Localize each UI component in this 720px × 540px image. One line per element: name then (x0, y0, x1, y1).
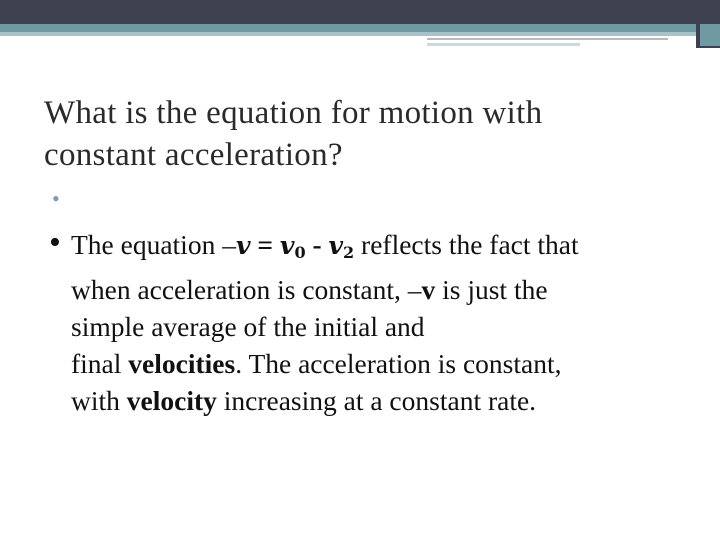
text-run: increasing at a constant rate. (216, 385, 537, 416)
slide-title-line-2: constant acceleration? (44, 137, 343, 173)
bold-term-velocities: velocities (128, 348, 236, 379)
body-line-5 (71, 382, 681, 419)
bullet-text (71, 226, 681, 419)
slide-title-line-1: What is the equation for motion with (44, 95, 543, 131)
bold-v: v (421, 274, 436, 305)
math-v2 (329, 231, 355, 260)
header-bar-teal-light (0, 32, 720, 36)
header-accent-line (427, 38, 668, 40)
math-v-bar (236, 231, 251, 260)
text-run: when acceleration is constant, – (71, 274, 422, 305)
text-run: with (71, 385, 127, 416)
math-symbol: v (279, 231, 295, 260)
body-line-2 (71, 271, 681, 308)
math-symbol: v (235, 231, 251, 260)
bold-term-velocity: velocity (126, 385, 217, 416)
text-run: final (71, 348, 129, 379)
math-symbol: v (328, 231, 344, 260)
text-run: . The acceleration is constant, (235, 348, 562, 379)
header-accent-line-teal (427, 43, 580, 46)
header-bar-teal (0, 24, 720, 32)
body-line-1 (71, 226, 681, 271)
text-run: is just the (435, 274, 548, 305)
text-run: The equation – (71, 229, 236, 260)
body-line-4 (71, 345, 681, 382)
empty-bullet: • (52, 186, 60, 211)
equals-sign: = (250, 229, 280, 260)
math-v0 (280, 231, 306, 260)
slide-title (44, 92, 684, 176)
math-subscript: 2 (343, 243, 355, 262)
math-subscript: 0 (294, 243, 306, 262)
header-corner-teal (700, 24, 720, 46)
minus-sign: - (305, 229, 329, 260)
text-run: reflects the fact that (354, 229, 579, 260)
bullet-marker: • (49, 224, 61, 261)
header-bar-dark (0, 0, 720, 24)
body-line-3: simple average of the initial and (71, 311, 425, 342)
